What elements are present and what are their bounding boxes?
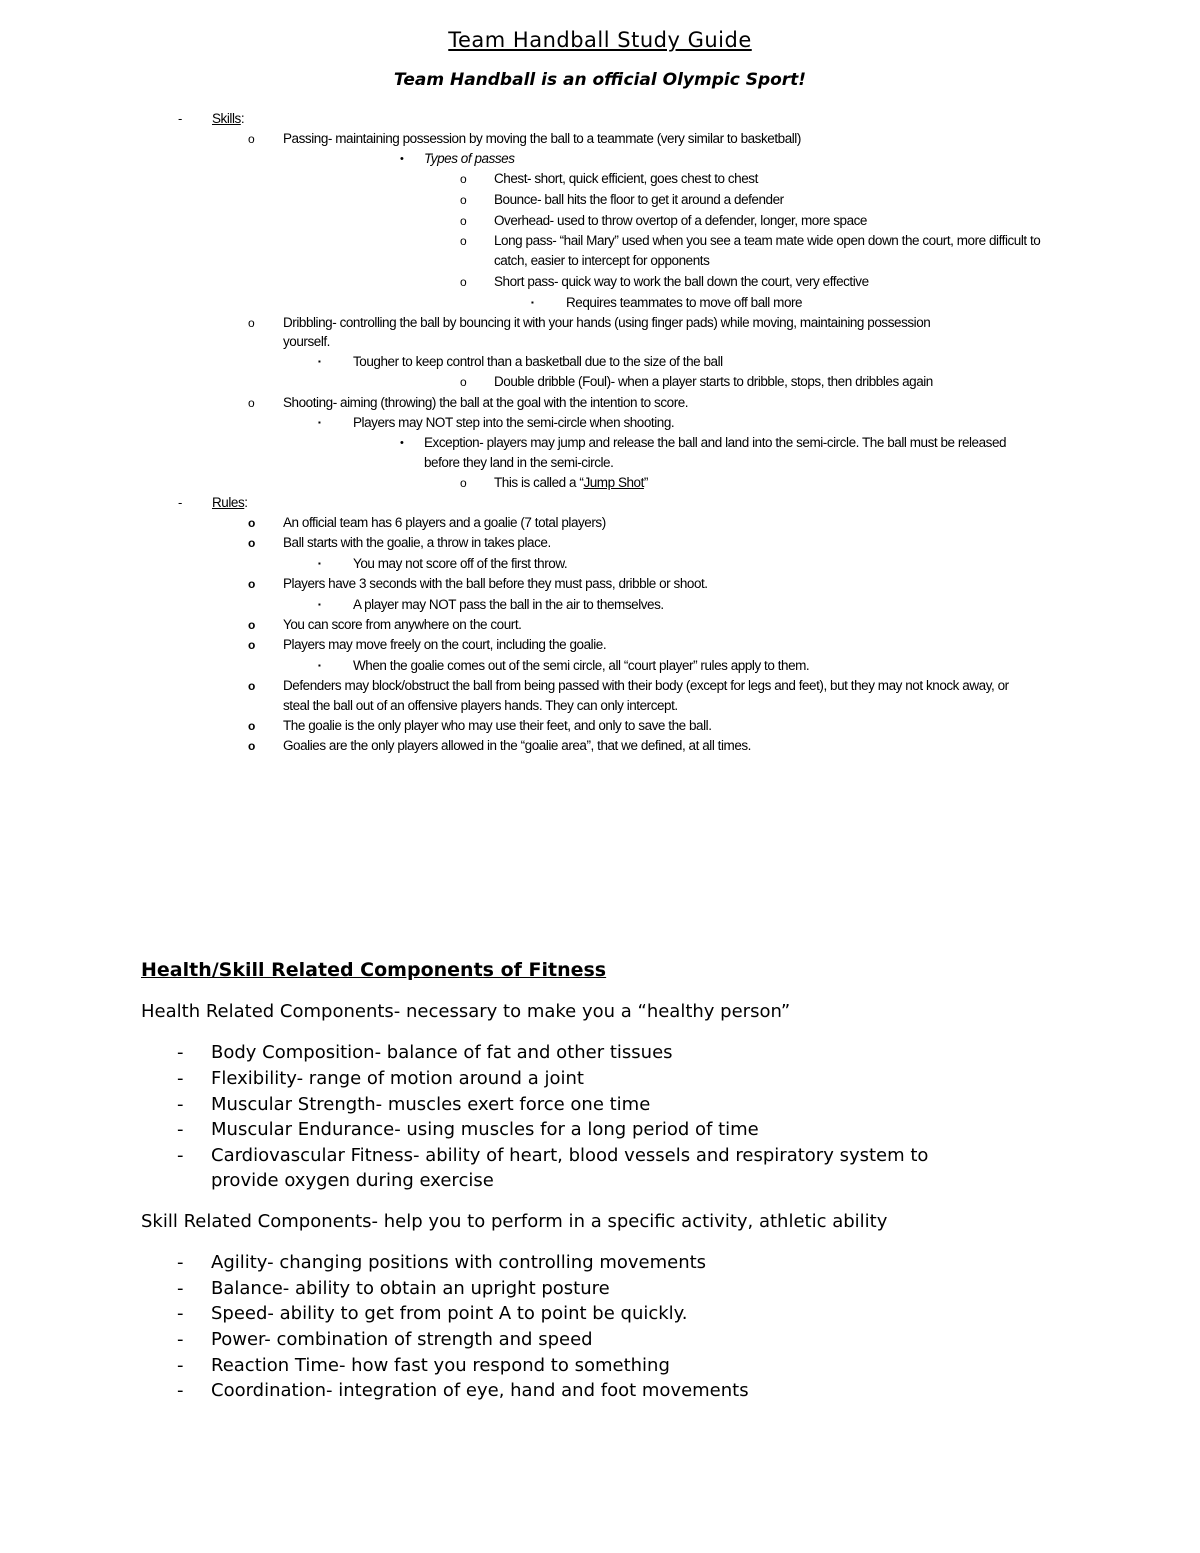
dash-bullet: - — [177, 1380, 184, 1401]
dot-bullet: • — [400, 153, 404, 165]
dash-bullet: - — [177, 1094, 184, 1115]
passing-line: Passing- maintaining possession by moving the ball to a teammate (very similar to basketball) — [283, 131, 801, 146]
skill-item: Power- combination of strength and speed — [211, 1329, 593, 1350]
health-item: Muscular Strength- muscles exert force one time — [211, 1094, 651, 1115]
health-item: Muscular Endurance- using muscles for a long period of time — [211, 1119, 759, 1140]
rule-seconds-sub: A player may NOT pass the ball in the air to themselves. — [353, 597, 664, 612]
circle-bullet: o — [460, 375, 467, 389]
long-pass-line2: catch, easier to intercept for opponents — [494, 253, 710, 268]
health-item: Cardiovascular Fitness- ability of heart, blood vessels and respiratory system to — [211, 1145, 929, 1166]
square-bullet: ▪ — [318, 600, 321, 609]
dash-bullet: - — [177, 1303, 184, 1324]
exception-line1: Exception- players may jump and release the ball and land into the semi-circle. The ball must be released — [424, 435, 1007, 450]
circle-bullet: o — [460, 234, 467, 248]
skill-intro: Skill Related Components- help you to perform in a specific activity, athletic ability — [141, 1211, 888, 1232]
rule-defenders-line1: Defenders may block/obstruct the ball from being passed with their body (except for legs and feet), but they may not knock away, or — [283, 678, 1009, 693]
skills-heading: Skills: — [212, 111, 245, 126]
rule-goalie-feet: The goalie is the only player who may use their feet, and only to save the ball. — [283, 718, 712, 733]
circle-bullet: o — [248, 719, 256, 733]
bounce-pass: Bounce- ball hits the floor to get it around a defender — [494, 192, 784, 207]
jump-shot-term: Jump Shot — [583, 475, 644, 490]
dot-bullet: • — [400, 437, 404, 449]
health-item: Body Composition- balance of fat and other tissues — [211, 1042, 673, 1063]
circle-bullet: o — [460, 214, 467, 228]
rule-defenders-line2: steal the ball out of an offensive players hands. They can only intercept. — [283, 698, 678, 713]
dash-bullet: - — [177, 1329, 184, 1350]
dash-bullet: - — [178, 111, 183, 126]
rule-freely: Players may move freely on the court, including the goalie. — [283, 637, 607, 652]
rule-seconds: Players have 3 seconds with the ball before they must pass, dribble or shoot. — [283, 576, 708, 591]
circle-bullet: o — [460, 172, 467, 186]
health-intro: Health Related Components- necessary to make you a “healthy person” — [141, 1001, 791, 1022]
dash-bullet: - — [177, 1252, 184, 1273]
circle-bullet: o — [248, 679, 256, 693]
exception-line2: before they land in the semi-circle. — [424, 455, 614, 470]
square-bullet: ▪ — [318, 418, 321, 427]
shooting-line: Shooting- aiming (throwing) the ball at the goal with the intention to score. — [283, 395, 689, 410]
circle-bullet: o — [460, 193, 467, 207]
fitness-heading: Health/Skill Related Components of Fitness — [141, 959, 607, 981]
circle-bullet: o — [248, 396, 255, 410]
dash-bullet: - — [177, 1145, 184, 1166]
dribbling-line1: Dribbling- controlling the ball by bouncing it with your hands (using finger pads) while moving, maintaining possession — [283, 315, 931, 330]
circle-bullet: o — [248, 577, 256, 591]
circle-bullet: o — [460, 476, 467, 490]
page-subtitle: Team Handball is an official Olympic Sport! — [393, 70, 807, 90]
rule-team: An official team has 6 players and a goalie (7 total players) — [283, 515, 606, 530]
shooting-sub: Players may NOT step into the semi-circle when shooting. — [353, 415, 675, 430]
dash-bullet: - — [177, 1278, 184, 1299]
long-pass-line1: Long pass- “hail Mary” used when you see a team mate wide open down the court, more difficult to — [494, 233, 1041, 248]
circle-bullet: o — [460, 275, 467, 289]
health-item: Flexibility- range of motion around a joint — [211, 1068, 584, 1089]
square-bullet: ▪ — [531, 298, 534, 307]
circle-bullet: o — [248, 536, 256, 550]
dash-bullet: - — [177, 1042, 184, 1063]
circle-bullet: o — [248, 638, 256, 652]
circle-bullet: o — [248, 739, 256, 753]
chest-pass: Chest- short, quick efficient, goes chest to chest — [494, 171, 758, 186]
dribbling-sub: Tougher to keep control than a basketball due to the size of the ball — [353, 354, 723, 369]
page-title: Team Handball Study Guide — [448, 28, 752, 52]
double-dribble: Double dribble (Foul)- when a player starts to dribble, stops, then dribbles again — [494, 374, 933, 389]
square-bullet: ▪ — [318, 559, 321, 568]
circle-bullet: o — [248, 316, 255, 330]
short-pass-sub: Requires teammates to move off ball more — [566, 295, 803, 310]
dash-bullet: - — [177, 1355, 184, 1376]
circle-bullet: o — [248, 132, 255, 146]
circle-bullet: o — [248, 618, 256, 632]
jump-shot-line: This is called a “Jump Shot” — [494, 475, 648, 490]
square-bullet: ▪ — [318, 357, 321, 366]
skill-item: Reaction Time- how fast you respond to something — [211, 1355, 670, 1376]
skill-item: Agility- changing positions with controlling movements — [211, 1252, 707, 1273]
health-item-continued: provide oxygen during exercise — [211, 1170, 494, 1191]
square-bullet: ▪ — [318, 661, 321, 670]
rules-heading: Rules: — [212, 495, 248, 510]
dash-bullet: - — [177, 1068, 184, 1089]
rule-start-sub: You may not score off of the first throw. — [353, 556, 568, 571]
dash-bullet: - — [177, 1119, 184, 1140]
rule-freely-sub: When the goalie comes out of the semi circle, all “court player” rules apply to them. — [353, 658, 810, 673]
dribbling-line2: yourself. — [283, 334, 330, 349]
skill-item: Balance- ability to obtain an upright posture — [211, 1278, 610, 1299]
circle-bullet: o — [248, 516, 256, 530]
types-of-passes: Types of passes — [424, 151, 515, 166]
skill-item: Coordination- integration of eye, hand and foot movements — [211, 1380, 749, 1401]
rule-anywhere: You can score from anywhere on the court. — [283, 617, 522, 632]
overhead-pass: Overhead- used to throw overtop of a defender, longer, more space — [494, 213, 867, 228]
short-pass: Short pass- quick way to work the ball down the court, very effective — [494, 274, 869, 289]
rule-start: Ball starts with the goalie, a throw in takes place. — [283, 535, 551, 550]
skill-item: Speed- ability to get from point A to point be quickly. — [211, 1303, 688, 1324]
rule-goalie-area: Goalies are the only players allowed in the “goalie area”, that we defined, at all times. — [283, 738, 751, 753]
dash-bullet: - — [178, 495, 183, 510]
